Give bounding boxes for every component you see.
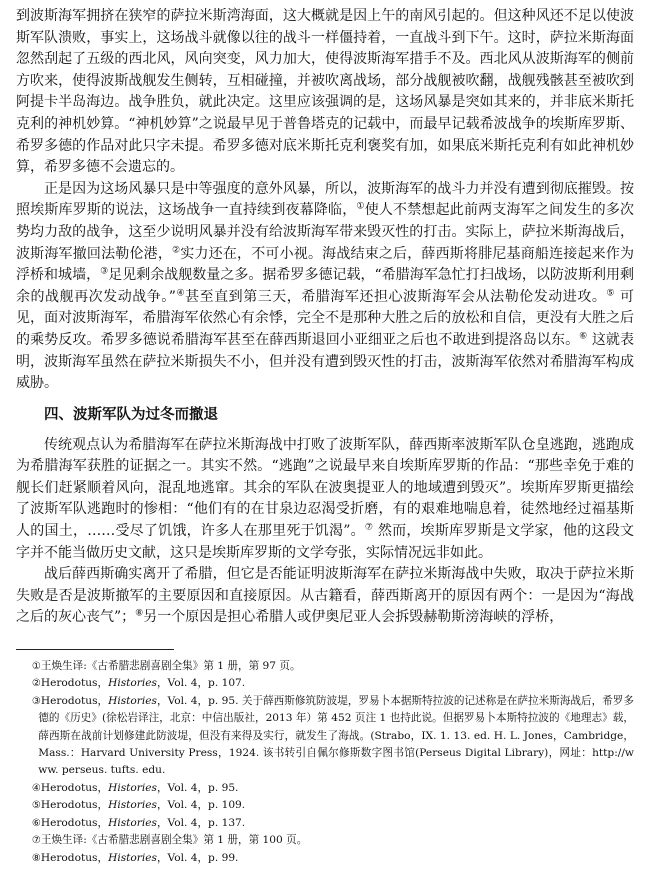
section-heading: 四、波斯军队为过冬而撤退: [44, 406, 218, 423]
footnote-1: ①王焕生译:《古希腊悲剧喜剧全集》第 1 册，第 97 页。: [31, 660, 301, 673]
paragraph-text: 传统观点认为希腊海军在萨拉米斯海战中打败了波斯军队，薛西斯率波斯军队仓皇逃跑，逃跑成为希腊海军获胜的证据之一。其实不然。“逃跑”之说最早来自埃斯库罗斯的作品：“那些幸免于难的舰长们赶紧顺着风向，混乱地逃窜。其余的军队在波奥提亚人的地域遭到毁灭”。埃斯库罗斯更描绘了波斯军队逃跑时的惨相：“他们有的在甘泉边忍渴受折磨，有的艰难地喘息着，徒然地经过福基斯人的国土，……受尽了饥饿，许多人在那里死于饥渴”。: [16, 436, 634, 540]
footnote-divider: [16, 649, 174, 650]
footnote-8: ⑧Herodotus，Histories，Vol. 4，p. 99.: [31, 851, 239, 864]
footnote-ref-8: ⑧: [135, 608, 144, 619]
paragraph-text: 然而，埃斯库罗斯是文学家，他的这段文字并不能当做历史文献，这只是埃斯库罗斯的文学夸张，实际情况远非如此。: [16, 523, 635, 561]
footnote-4: ④Herodotus，Histories，Vol. 4，p. 95.: [31, 781, 239, 794]
footnote-3: ③Herodotus，Histories，Vol. 4，p. 95. 关于薛西斯修筑防波堤，罗易卜本据斯特拉波的记述称是在萨拉米斯海战后，希罗多德的《历史》(徐松岩译注，北京：中信出版社，2013 年）第 452 页注 1 也持此说。但据罗易卜本斯特拉波的《地理志》载，薛西斯在战前计划修建此防波堤，但没有来得及实行，就发生了海战。(Strabo，IX. 1. 13. ed. H. L. Jones，Cambridge，Mass.：Harvard University Press，1924. 该书转引自佩尔修斯数字图书馆(Perseus Digital Library)，网址：http://www. perseus. tufts. edu.: [31, 694, 634, 777]
paragraph-text: 足见剩余战舰数量之多。据希罗多德记载，“希腊海军急忙打扫战场，以防波斯利用剩余的战舰再次发动战争。”: [16, 267, 635, 305]
paragraph-text: 正是因为这场风暴只是中等强度的意外风暴，所以，波斯海军的战斗力并没有遭到彻底摧毁。按照埃斯库罗斯的说法，这场战争一直持续到夜幕降临，: [16, 180, 634, 219]
paragraph-text: 可见，面对波斯海军，希腊海军依然心有余悸，完全不是那种大胜之后的放松和自信，更没有大胜之后的乘势反攻。希罗多德说希腊海军甚至在薛西斯退回小亚细亚之后也不敢进到提洛岛以东。: [16, 288, 634, 348]
footnote-ref-3: ③: [100, 266, 109, 277]
footnote-ref-1: ①: [356, 201, 365, 212]
paragraph-text: 甚至直到第三天，希腊海军还担心波斯海军会从法勒伦发动进攻。: [185, 288, 607, 305]
body-paragraph-2: [16, 179, 634, 395]
footnote-ref-6: ⑥: [579, 331, 588, 342]
footnote-2: ②Herodotus，Histories，Vol. 4，p. 107.: [31, 677, 246, 690]
footnote-7: ⑦王焕生译:《古希腊悲剧喜剧全集》第 1 册，第 100 页。: [31, 834, 308, 847]
paragraph-text: 到波斯海军拥挤在狭窄的萨拉米斯湾海面，这大概就是因上午的南风引起的。但这种风还不足以使波斯军队溃败，事实上，这场战斗就像以往的战斗一样僵持着，一直战斗到下午。这时，萨拉米斯海面忽然刮起了五级的西北风，风向突变，风力加大，使得波斯海军措手不及。西北风从波斯海军的侧前方吹来，使得波斯战舰发生侧转，互相碰撞，并被吹离战场，部分战舰被吹翻，战舰残骸甚至被吹到阿提卡半岛海边。战争胜负，就此决定。这里应该强调的是，这场风暴是突如其来的，并非底米斯托克利的神机妙算。“神机妙算”之说最早见于普鲁塔克的记载中，而最早记载希波战争的埃斯库罗斯、希罗多德的作品对此只字未提。希罗多德对底米斯托克利褒奖有加，如果底米斯托克利有如此神机妙算，希罗多德不会遗忘的。: [16, 8, 634, 176]
paragraph-text: 战后薛西斯确实离开了希腊，但它是否能证明波斯海军在萨拉米斯海战中失败，取决于萨拉米斯失败是否是波斯撤军的主要原因和直接原因。从古籍看，薛西斯离开的原因有两个：一是因为“海战之后的灰心丧气”；: [16, 566, 634, 626]
body-paragraph-1: [16, 6, 634, 179]
footnotes: [16, 658, 634, 867]
footnote-ref-2: ②: [172, 244, 181, 255]
footnote-ref-7: ⑦: [364, 522, 374, 533]
footnote-6: ⑥Herodotus，Histories，Vol. 4，p. 137.: [31, 816, 246, 829]
paragraph-text: 另一个原因是担心希腊人或伊奥尼亚人会拆毁赫勒斯滂海峡的浮桥，: [143, 609, 564, 626]
paragraph-text: 使人不禁想起此前两支海军之间发生的多次势均力敌的战争，这至少说明风暴并没有给波斯海军带来毁灭性的打击。实际上，萨拉米斯海战后，波斯海军撤回法勒伦港，: [16, 202, 635, 262]
footnote-ref-4: ④: [175, 288, 186, 299]
body-paragraph-4: [16, 564, 634, 629]
paragraph-text: 实力还在，不可小视。海战结束之后，薛西斯将腓尼基商船连接起来作为浮桥和城墙，: [16, 245, 635, 284]
footnote-5: ⑤Herodotus，Histories，Vol. 4，p. 109.: [31, 799, 246, 812]
body-paragraph-3: [16, 435, 634, 565]
footnote-ref-5: ⑤: [606, 288, 616, 299]
paragraph-text: 这就表明，波斯海军虽然在萨拉米斯损失不小，但并没有遭到毁灭性的打击，波斯海军依然对希腊海军构成威胁。: [16, 331, 634, 392]
